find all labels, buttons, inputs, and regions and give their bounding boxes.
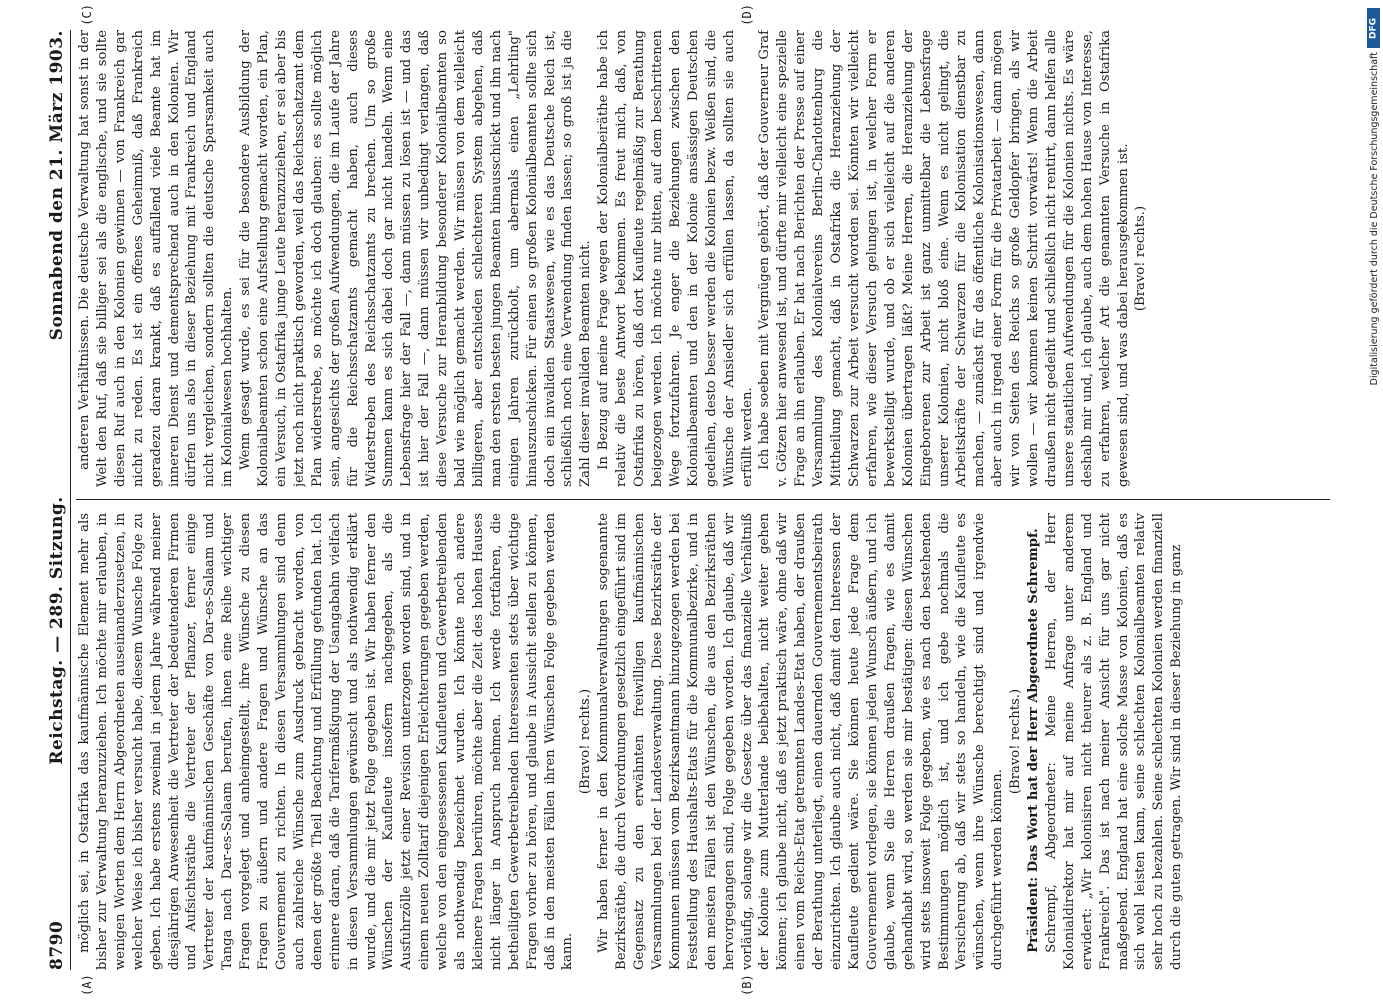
paragraph: anderen Verhältnissen. Die deutsche Verwaltung hat sonst in der Welt den Ruf, daß sie billiger sei als die englische, und sie sollte diesen Ruf auch in den Kolonien gewinnen — von Frankreich gar nicht zu reden. Es ist ein offenes Geheimniß, daß Frankreich geradezu daran krankt, daß es auffallend viele Beamte hat im inneren Dienst und dementsprechend auch in den Kolonien. Wir dürfen uns also in dieser Beziehung mit Frankreich und England nicht vergleichen, sondern sollten die deutsche Sparsamkeit auch im Kolonialwesen hochhalten.	[77, 30, 236, 487]
rotated-content	[40, 4, 1330, 996]
right-column	[76, 30, 1330, 487]
margin-marker-c: (C)	[80, 4, 94, 26]
paragraph: In Bezug auf meine Frage wegen der Kolonialbeiräthe habe ich relativ die beste Antwort bekommen. Es freut mich, daß, von Ostafrika zu hören, daß dort Kaufleute regelmäßig zur Berathung beigezogen werden. Ich möchte nur bitten, auf dem beschrittenen Wege fortzufahren. Je enger die Beziehungen zwischen den Kolonialbeamten und den in der Kolonie ansässigen Deutschen gedeihen, desto besser werden die Kolonien bezw. Weißen sind, die Wünsche der Ansiedler sich erfüllen lassen, da sollten sie auch erfüllt werden.	[596, 30, 755, 487]
digitization-credit: Digitalisierung gefördert durch die Deutsche Forschungsgemeinschaft	[1369, 52, 1380, 386]
session-date: Sonnabend den 21. März 1903.	[47, 30, 67, 341]
dfg-logo: DFG	[1367, 8, 1380, 48]
page-header	[44, 30, 71, 970]
applause-note: (Bravo! rechts.)	[578, 688, 594, 795]
speaker-paragraph: Präsident: Das Wort hat der Herr Abgeordnete Schrempf.	[1026, 528, 1042, 953]
margin-marker-b: (B)	[740, 974, 754, 996]
page-number: 8790	[47, 920, 67, 970]
applause-note: (Bravo! rechts.)	[1008, 688, 1024, 795]
document-page	[40, 4, 1330, 996]
paragraph: möglich sei, in Ostafrika das kaufmännische Element mehr als bisher zur Verwaltung heranzuziehen. Ich möchte mir erlauben, in wenigen Worten dem Herrn Abgeordneten auseinanderzusetzen, in welcher Weise ich bisher versucht habe, diesem Wunsche Folge zu geben. Ich habe erstens zweimal in jedem Jahre während meiner diesjährigen Anwesenheit die Vertreter der bedeutenderen Firmen und Aufsichtsräthe die Vertreter der Pflanzer, ferner einige Vertreter der kaufmännischen Geschäfte von Dar-es-Salaam und Tanga nach Dar-es-Salaam berufen, ihnen eine Reihe wichtiger Fragen vorgelegt und anheimgestellt, ihre Wünsche zu diesen Fragen zu äußern und andere Fragen und Wünsche an das Gouvernement zu richten. In diesen Versammlungen sind denn auch zahlreiche Wünsche zum Ausdruck gebracht worden, von denen der größte Theil Beachtung und Erfüllung gefunden hat. Ich erinnere daran, daß die Tarifermäßigung der Usangabahn vielfach in diesen Versammlungen gewünscht und als nothwendig erklärt wurde, und die mir jetzt Folge gegeben ist. Wir haben ferner den Wünschen der Kaufleute insofern nachgegeben, als die Ausfuhrzölle jetzt einer Revision unterzogen worden sind, und in einem neuen Zolltarif diejenigen Erleichterungen gegeben werden, welche von den eingesessenen Kaufleuten und Gewerbetreibenden als nothwendig bezeichnet wurden. Ich könnte noch andere kleinere Fragen berühren, möchte aber die Zeit des hohen Hauses nicht länger in Anspruch nehmen. Ich werde fortfahren, die betheiligten Gewerbetreibenden Interessenten stets über wichtige Fragen vorher zu hören, und glaube in Aussicht stellen zu können, daß in den meisten Fällen ihren Wünschen Folge gegeben werden kann.	[77, 513, 576, 970]
paragraph: Wenn gesagt wurde, es sei für die besondere Ausbildung der Kolonialbeamten schon eine Aufstellung gemacht worden, ein Plan, ein Versuch, in Ostafrika junge Leute heranzuziehen, er sei aber bis jetzt noch nicht praktisch geworden, weil das Reichsschatzamt dem Plan widerstrebe, so möchte ich doch glauben: es sollte möglich sein, angesichts der großen Aufwendungen, die im Laufe der Jahre für die Reichsschatzamts gemacht haben, auch dieses Widerstreben des Reichsschatzamts zu brechen. Um so große Summen kann es sich dabei doch gar nicht handeln. Wenn eine Lebensfrage hier der Fall —, dann müssen zu lösen ist — und das ist hier der Fall —, dann müssen wir unbedingt verlangen, daß diese Versuche zur Heranbildung besonderer Kolonialbeamten so bald wie möglich gemacht werden. Wir müssen von dem vielleicht billigeren, aber entschieden schlechteren System abgehen, daß man den ersten besten jungen Beamten hinausschickt und ihn nach einigen Jahren zurückholt, um abermals einen „Lehrling" hinauszuschicken. Für einen so großen Kolonialbeamten sollte sich doch ein invaliden Staatswesen, wie es das Deutsche Reich ist, schließlich noch eine Verwendung finden lassen; so groß ist ja die Zahl dieser invaliden Beamten nicht.	[238, 30, 594, 487]
paragraph: Ich habe soeben mit Vergnügen gehört, daß der Gouverneur Graf v. Götzen hier anwesend ist, und dürfte mir vielleicht eine spezielle Frage an ihn erlauben. Er hat nach Berichten der Presse auf einer Versammlung des Kolonialvereins Berlin-Charlottenburg die Mittheilung gemacht, daß in Ostafrika die Heranziehung der Schwarzen zur Arbeit versucht worden sei. Könnten wir vielleicht erfahren, wie dieser Versuch gelungen ist, in welcher Form er bewerkstelligt wurde, und ob er sich vielleicht auf die anderen Kolonien übertragen läßt? Meine Herren, die Heranziehung der Eingeborenen zur Arbeit ist ganz unmittelbar die Lebensfrage unserer Kolonien, nicht bloß eine. Wenn es nicht gelingt, die Arbeitskräfte der Schwarzen für die Kolonisation dienstbar zu machen, — zunächst für das öffentliche Kolonisationswesen, dann aber auch in irgend einer Form für die Privatarbeit — dann mögen wir von Seiten des Reichs so große Geldopfer bringen, als wir wollen — wir kommen keinen Schritt vorwärts! Wenn die Arbeit draußen nicht gedeiht und schließlich nicht rentirt, dann helfen alle unsere staatlichen Aufwendungen für die Kolonien nichts. Es wäre deshalb mir und, ich glaube, auch dem hohen Hause von Interesse, zu erfahren, welcher Art die genannten Versuche in Ostafrika gewesen sind, und was dabei herausgekommen ist.	[757, 30, 1131, 487]
paragraph: Wir haben ferner in den Kommunalverwaltungen sogenannte Bezirksräthe, die durch Verordnungen gesetzlich eingeführt sind im Gegensatz zu den erwähnten freiwilligen kaufmännischen Versammlungen bei der Landesverwaltung. Diese Bezirksräthe der Kommunen müssen vom Bezirksamtmann hinzugezogen werden bei Feststellung des Haushalts-Etats für die Kommunalbezirke, und in den meisten Fällen ist den Wünschen, die aus den Bezirksräthen hervorgegangen sind, Folge gegeben worden. Ich glaube, daß wir vorläufig, solange wir die Gesetze über das finanzielle Verhältniß der Kolonie zum Mutterlande beibehalten, nicht weiter gehen können; ich glaube nicht, daß es jetzt praktisch wäre, ohne daß wir einen vom Reichs-Etat getrennten Landes-Etat haben, der draußen der Berathung unterliegt, einen dauernden Gouvernementsbeirath einzurichten. Ich glaube auch nicht, daß damit den Interessen der Kaufleute gedient wäre. Sie können heute jede Frage dem Gouvernement vorlegen, sie können jeden Wunsch äußern, und ich glaube, wenn Sie die Herren draußen fragen, wie es damit gehandhabt wird, so werden sie mir bestätigen: diesen Wünschen wird stets insoweit Folge gegeben, wie es nach den bestehenden Bestimmungen möglich ist, und ich gebe nochmals die Versicherung ab, daß wir stets so handeln, wie die Kaufleute es wünschen, wenn ihre Wünsche berechtigt sind und irgendwie durchgeführt werden können.	[596, 513, 1006, 970]
margin-marker-d: (D)	[740, 4, 754, 26]
paragraph: Schrempf, Abgeordneter: Meine Herren, der Herr Kolonialdirektor hat mir auf meine Anfrage unter anderem erwidert: „Wir kolonisiren nicht theurer als z. B. England und Frankreich". Das ist nach meiner Ansicht für uns gar nicht maßgebend. England hat eine solche Masse von Kolonien, daß es sich wohl leisten kann, seine schlechten Kolonialbeamten relativ sehr hoch zu bezahlen. Seine schlechten Kolonien werden finanziell durch die guten getragen. Wir sind in dieser Beziehung in ganz	[1043, 513, 1185, 970]
text-columns	[76, 30, 1330, 970]
session-title: Reichstag. — 289. Sitzung.	[47, 496, 67, 765]
left-column	[76, 513, 1330, 970]
applause-note: (Bravo! rechts.)	[1133, 205, 1149, 312]
margin-marker-a: (A)	[80, 974, 94, 996]
credit-sidebar	[1363, 0, 1383, 1000]
